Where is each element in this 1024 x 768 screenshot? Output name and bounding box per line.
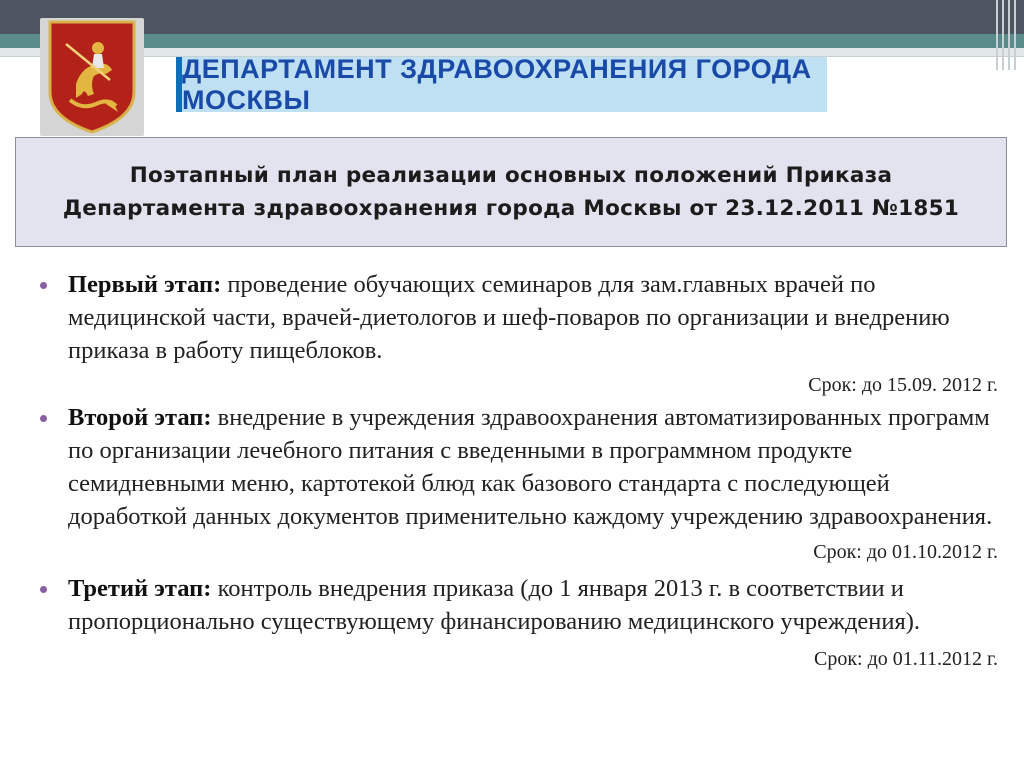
corner-stripes bbox=[990, 0, 1024, 70]
stage-3-paragraph bbox=[68, 572, 1000, 638]
stage-2-deadline: Срок: до 01.10.2012 г. bbox=[813, 541, 998, 563]
page-title bbox=[63, 159, 959, 225]
bullet-icon bbox=[40, 586, 47, 593]
moscow-coat-of-arms-icon bbox=[36, 14, 148, 140]
bullet-icon bbox=[40, 282, 47, 289]
stage-2-paragraph bbox=[68, 401, 1000, 533]
stage-3-text: контроль внедрения приказа (до 1 января 2013 г. в соответствии и пропорционально существующему финансированию медицинского учреждения). bbox=[68, 575, 921, 635]
stage-item-2 bbox=[40, 401, 1000, 533]
teal-decor-band bbox=[0, 34, 1024, 48]
stage-3-label: Третий этап: bbox=[68, 575, 212, 602]
stages-list bbox=[40, 268, 1000, 672]
title-box bbox=[15, 137, 1007, 247]
title-line-1: Поэтапный план реализации основных положений Приказа bbox=[129, 163, 893, 188]
stage-1-paragraph bbox=[68, 268, 1000, 367]
stage-item-1 bbox=[40, 268, 1000, 367]
stage-1-deadline: Срок: до 15.09. 2012 г. bbox=[808, 374, 998, 396]
bullet-icon bbox=[40, 415, 47, 422]
stage-2-label: Второй этап: bbox=[68, 404, 212, 431]
stage-3-deadline: Срок: до 01.11.2012 г. bbox=[814, 648, 998, 670]
stage-2-text: внедрение в учреждения здравоохранения автоматизированных программ по организации лечебного питания с введенными в программном продукте семидневными меню, картотекой блюд как базового стандарта с последующей доработкой данных документов применительно каждому учреждению здравоохранения. bbox=[68, 404, 993, 530]
stage-1-text: проведение обучающих семинаров для зам.главных врачей по медицинской части, врачей-диетологов и шеф-поваров по организации и внедрению приказа в работу пищеблоков. bbox=[68, 271, 950, 364]
title-line-2: Департамента здравоохранения города Москвы от 23.12.2011 №1851 bbox=[62, 196, 960, 221]
department-banner-text: ДЕПАРТАМЕНТ ЗДРАВООХРАНЕНИЯ ГОРОДА МОСКВЫ bbox=[182, 53, 812, 115]
stage-1-label: Первый этап: bbox=[68, 271, 222, 298]
department-banner bbox=[176, 53, 827, 115]
stage-item-3 bbox=[40, 572, 1000, 638]
top-decor-band bbox=[0, 0, 1024, 34]
